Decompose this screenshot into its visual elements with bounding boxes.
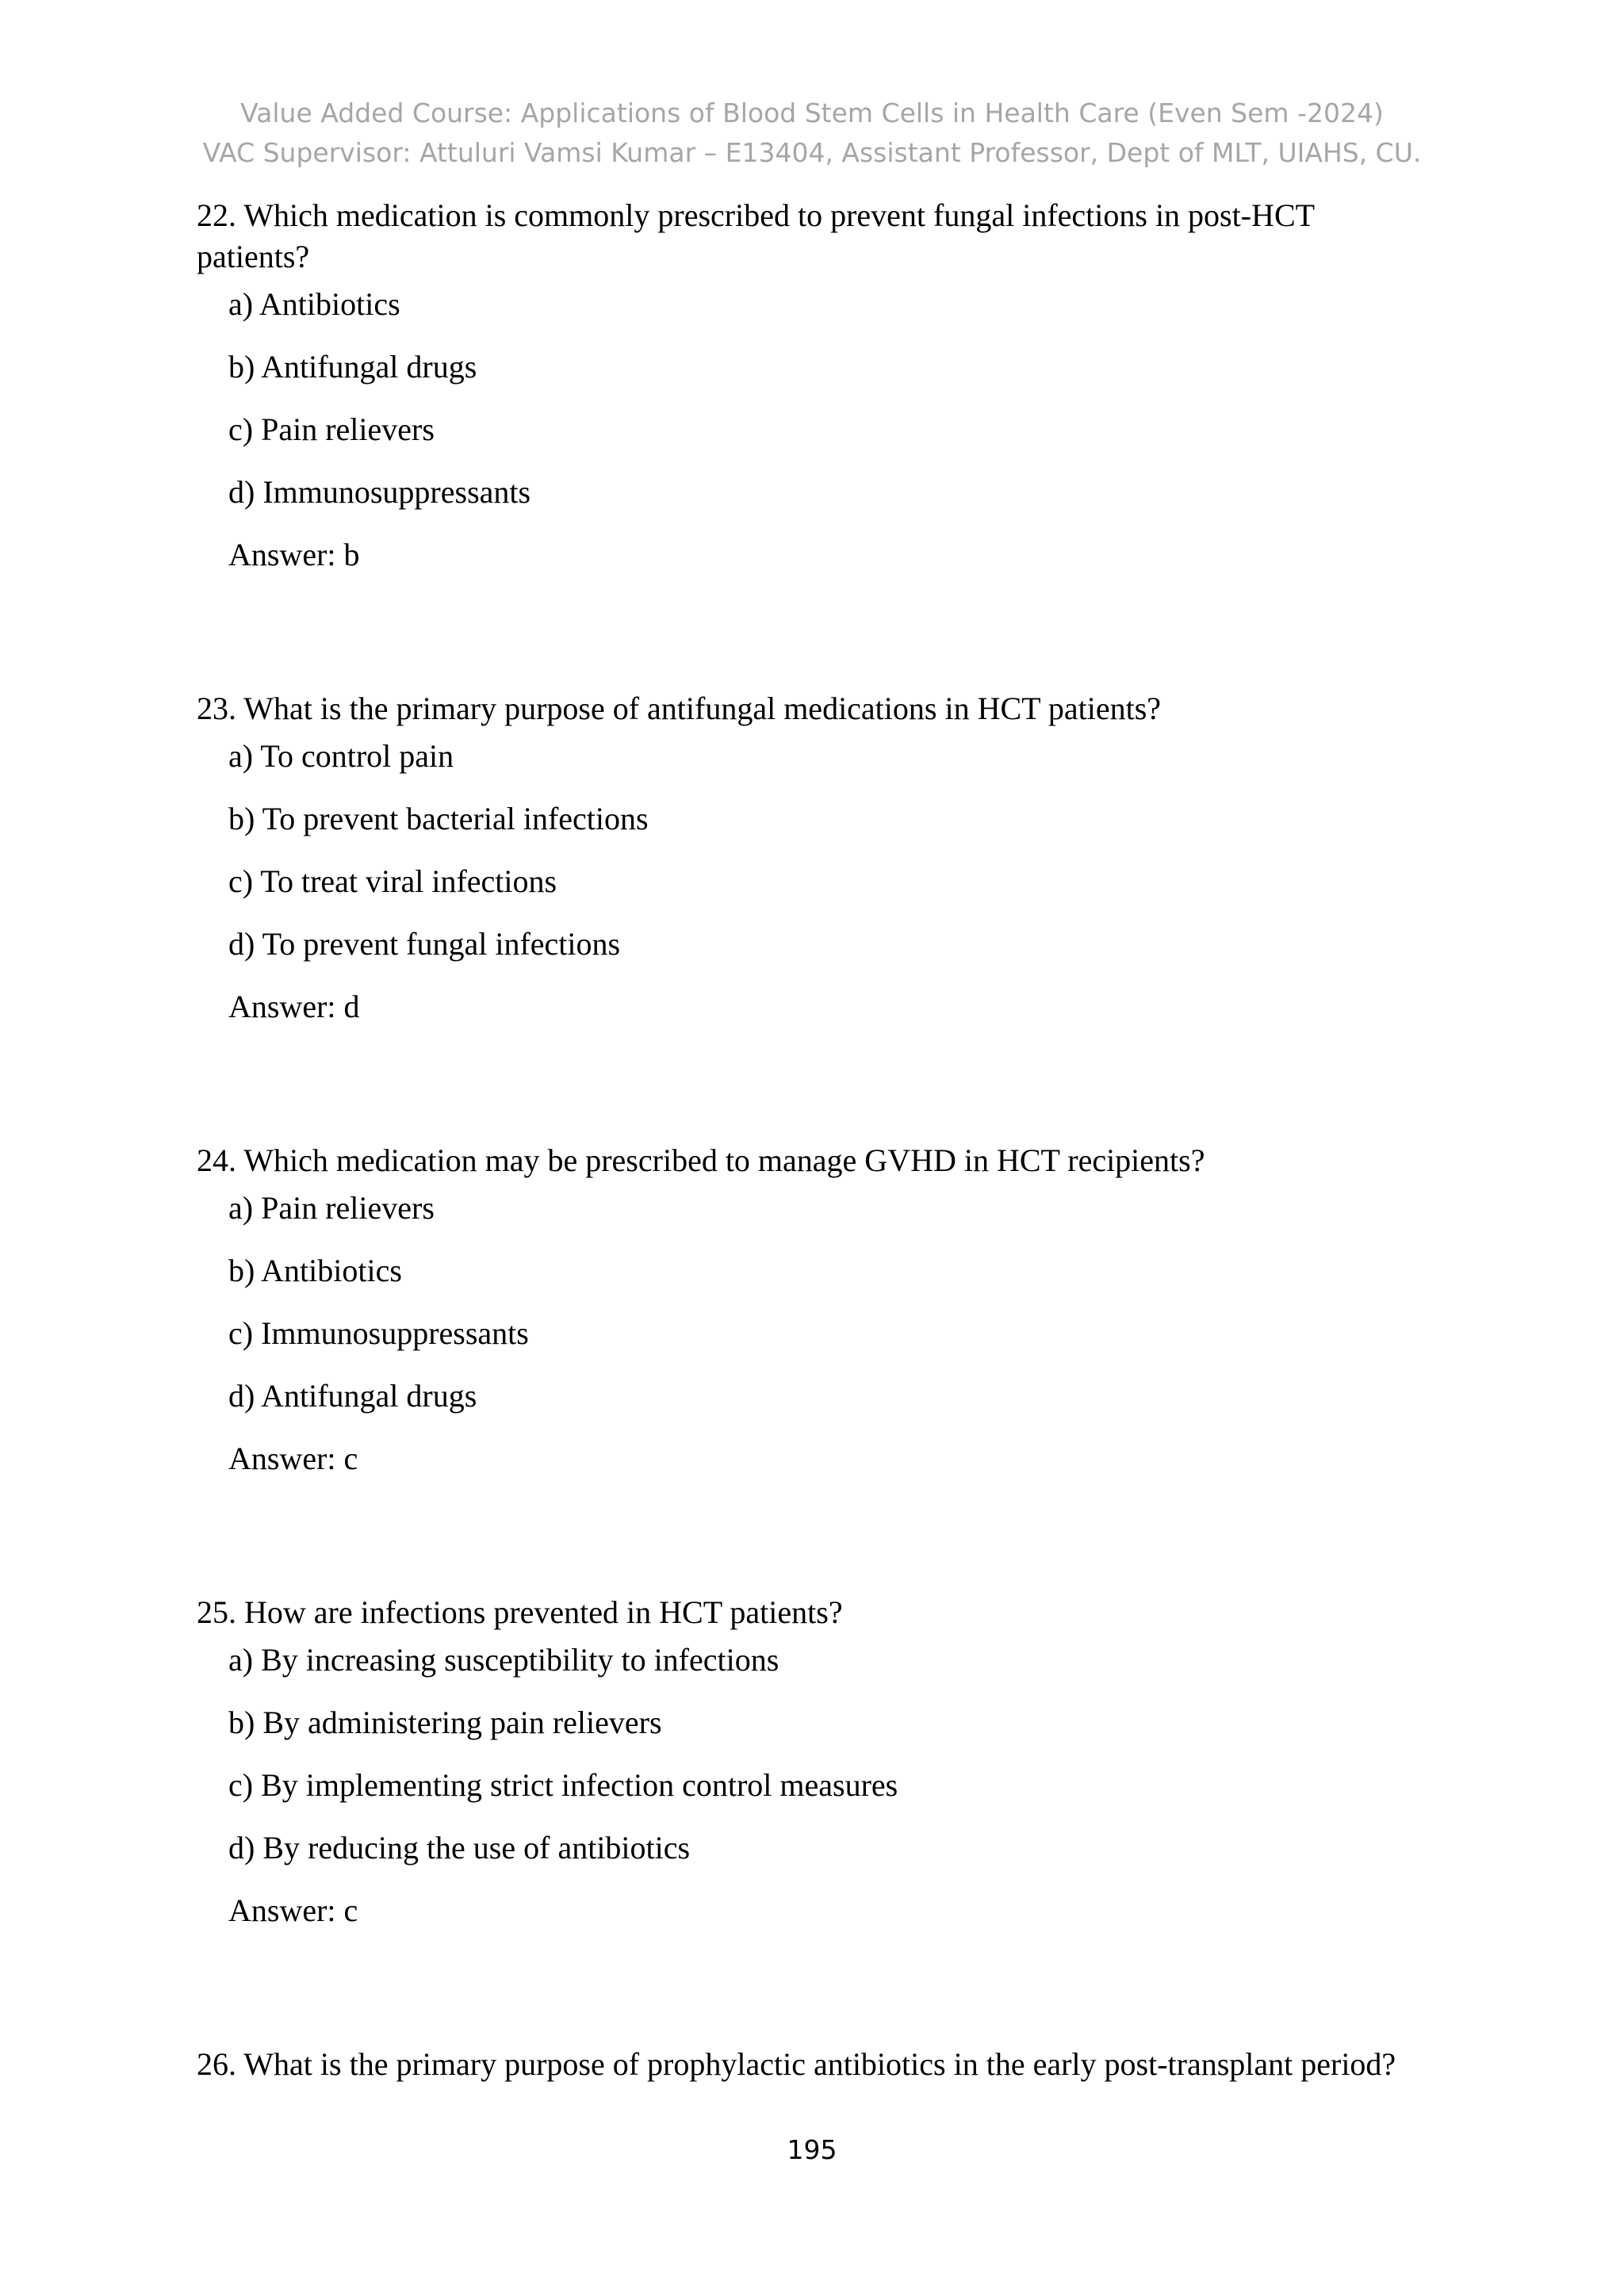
option-b: b) By administering pain relievers [228,1705,662,1740]
option-c: c) Immunosuppressants [228,1315,529,1351]
header-course-title: Value Added Course: Applications of Blood Stem Cells in Health Care (Even Sem -2024) [240,98,1384,128]
question-text: 25. How are infections prevented in HCT patients? [197,1594,843,1630]
option-d: d) To prevent fungal infections [228,926,621,962]
question-24 [197,1140,1434,1478]
question-22 [197,195,1434,574]
option-d: d) Immunosuppressants [228,474,531,510]
question-list [197,195,1434,2114]
question-26 [197,2044,1434,2085]
option-c: c) Pain relievers [228,411,435,447]
question-text: 22. Which medication is commonly prescribed to prevent fungal infections in post-HCT patients? [197,197,1315,274]
option-a: a) Pain relievers [228,1190,435,1226]
answer-line: Answer: c [228,1892,358,1928]
answer-line: Answer: b [228,537,360,572]
option-b: b) Antibiotics [228,1253,402,1288]
option-a: a) To control pain [228,738,454,774]
question-25 [197,1592,1434,1930]
question-text: 23. What is the primary purpose of antifungal medications in HCT patients? [197,691,1162,726]
option-c: c) By implementing strict infection control measures [228,1767,898,1803]
question-text: 26. What is the primary purpose of prophylactic antibiotics in the early post-transplant period? [197,2046,1396,2082]
page-header [0,94,1624,173]
page-number: 195 [787,2134,837,2165]
header-supervisor: VAC Supervisor: Attuluri Vamsi Kumar – E13404, Assistant Professor, Dept of MLT, UIAHS, CU. [202,137,1422,168]
option-d: d) By reducing the use of antibiotics [228,1830,691,1866]
option-b: b) Antifungal drugs [228,349,477,385]
question-23 [197,688,1434,1026]
question-text: 24. Which medication may be prescribed to manage GVHD in HCT recipients? [197,1142,1205,1178]
option-a: a) By increasing susceptibility to infections [228,1642,779,1678]
option-b: b) To prevent bacterial infections [228,801,649,836]
option-c: c) To treat viral infections [228,863,557,899]
answer-line: Answer: d [228,989,360,1024]
answer-line: Answer: c [228,1441,358,1476]
option-a: a) Antibiotics [228,286,400,322]
option-d: d) Antifungal drugs [228,1378,477,1414]
